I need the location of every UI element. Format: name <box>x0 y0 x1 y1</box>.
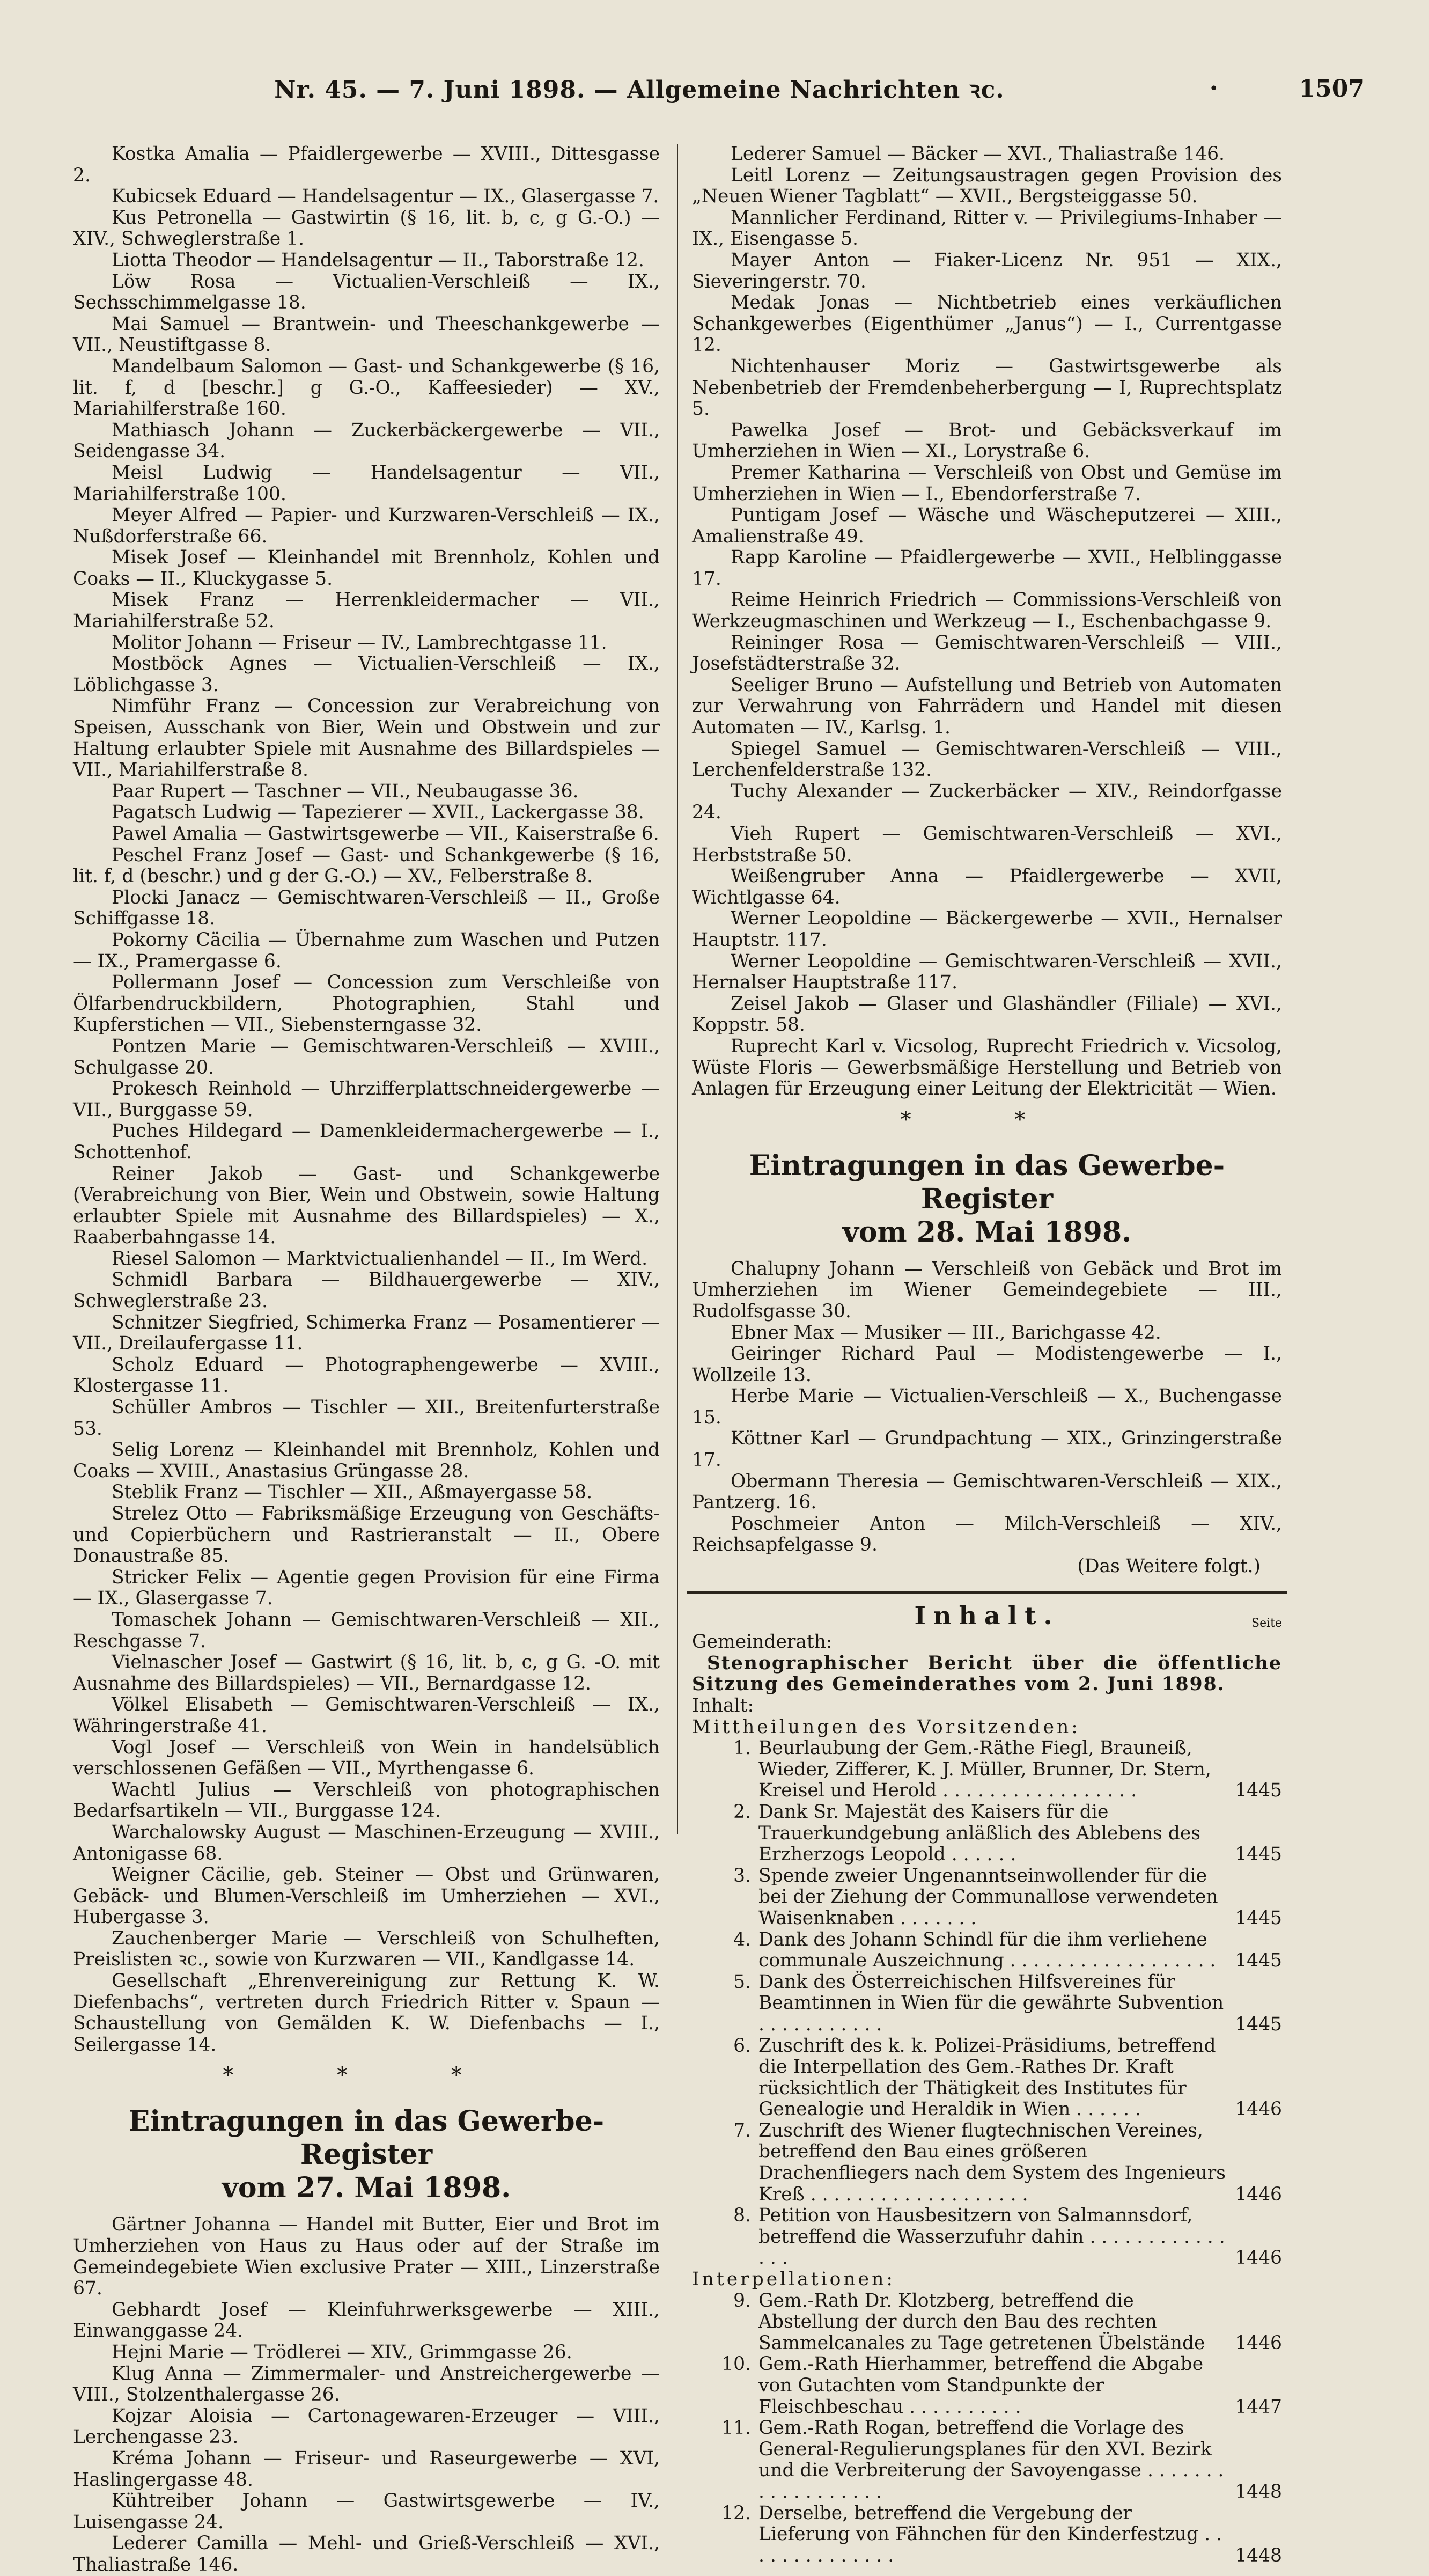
toc-report-title: Stenographischer Bericht über die öffentliche Sitzung des Gemeinderathes vom 2. Juni 1898. <box>692 1652 1282 1696</box>
register-entry: Kostka Amalia — Pfaidlergewerbe — XVIII., Dittesgasse 2. <box>73 143 660 186</box>
toc-heading <box>692 1601 1282 1630</box>
right-column <box>692 144 1282 2566</box>
register-entry: Chalupny Johann — Verschleiß von Gebäck und Brot im Umherziehen im Wiener Gemeindegebiete — III., Rudolfsgasse 30. <box>692 1258 1282 1322</box>
toc-item-page: 1445 <box>1235 1780 1282 1802</box>
toc-gemeinderath: Gemeinderath: <box>692 1631 833 1653</box>
register-entry: Werner Leopoldine — Bäckergewerbe — XVII., Hernalser Hauptstr. 117. <box>692 908 1282 951</box>
toc-item-text: Spende zweier Ungenanntseinwollender für die bei der Ziehung der Communallose verwendeten Waisenknaben . . . . . . . <box>758 1865 1218 1929</box>
register-entry: Pollermann Josef — Concession zum Verschleiße von Ölfarbendruckbildern, Photographien, Stahl und Kupferstichen — VII., Siebensterngasse 32. <box>73 972 660 1036</box>
page-header-title: Nr. 45. — 7. Juni 1898. — Allgemeine Nachrichten ꝛc. <box>274 76 1005 104</box>
toc-item-page: 1446 <box>1235 2332 1282 2354</box>
left-entry-list <box>73 144 660 2056</box>
table-of-contents <box>692 1601 1282 2567</box>
left-column <box>73 144 660 2576</box>
section-stars: * * <box>900 1107 1074 1132</box>
section-heading-line-2: vom 27. Mai 1898. <box>222 2171 511 2205</box>
register-entry: Vogl Josef — Verschleiß von Wein in handelsüblich verschlossenen Gefäßen — VII., Myrthengasse 6. <box>73 1736 660 1780</box>
toc-item <box>692 1929 1282 1972</box>
register-entry: Reininger Rosa — Gemischtwaren-Verschleiß — VIII., Josefstädterstraße 32. <box>692 632 1282 675</box>
register-entry: Kréma Johann — Friseur- und Raseurgewerbe — XVI, Haslingergasse 48. <box>73 2447 660 2491</box>
register-entry: Werner Leopoldine — Gemischtwaren-Verschleiß — XVII., Hernalser Hauptstraße 117. <box>692 950 1282 994</box>
toc-item-text: Derselbe, betreffend die Vergebung der Lieferung von Fähnchen für den Kinderfestzug . . . . . . . . . . . . . . <box>758 2502 1222 2566</box>
toc-item-page: 1445 <box>1235 1844 1282 1866</box>
toc-item-number: 6. <box>733 2035 751 2057</box>
register-entry: Lederer Samuel — Bäcker — XVI., Thaliastraße 146. <box>731 143 1225 165</box>
register-entry: Rapp Karoline — Pfaidlergewerbe — XVII., Helblinggasse 17. <box>692 547 1282 590</box>
toc-item <box>692 1972 1282 2036</box>
register-entry: Leitl Lorenz — Zeitungsaustragen gegen Provision des „Neuen Wiener Tagblatt“ — XVII., Bergsteiggasse 50. <box>692 164 1282 208</box>
register-entry: Pontzen Marie — Gemischtwaren-Verschleiß — XVIII., Schulgasse 20. <box>73 1035 660 1078</box>
continued-note: (Das Weitere folgt.) <box>1077 1555 1261 1577</box>
section-heading-line-2: vom 28. Mai 1898. <box>842 1215 1132 1249</box>
register-entry: Tuchy Alexander — Zuckerbäcker — XIV., Reindorfgasse 24. <box>692 780 1282 824</box>
register-entry: Seeliger Bruno — Aufstellung und Betrieb von Automaten zur Verwahrung von Fahrrädern und Handel mit diesen Automaten — IV., Karlsg. 1. <box>692 674 1282 739</box>
register-entry: Peschel Franz Josef — Gast- und Schankgewerbe (§ 16, lit. f, d (beschr.) und g der G.-O.) — XV., Felberstraße 8. <box>73 844 660 887</box>
register-entry: Riesel Salomon — Marktvictualienhandel — II., Im Werd. <box>112 1247 648 1269</box>
toc-inhalt-label: Inhalt: <box>692 1695 754 1716</box>
register-entry: Nichtenhauser Moriz — Gastwirtsgewerbe als Nebenbetrieb der Fremdenbeherbergung — I, Ruprechtsplatz 5. <box>692 355 1282 420</box>
toc-item-page: 1447 <box>1235 2396 1282 2418</box>
register-entry: Klug Anna — Zimmermaler- und Anstreichergewerbe — VIII., Stolzenthalergasse 26. <box>73 2362 660 2406</box>
register-entry: Gärtner Johanna — Handel mit Butter, Eier und Brot im Umherziehen von Haus zu Haus oder auf der Straße im Gemeindegebiete Wien exclusive Prater — XIII., Linzerstraße 67. <box>73 2214 660 2300</box>
register-entry: Tomaschek Johann — Gemischtwaren-Verschleiß — XII., Reschgasse 7. <box>73 1609 660 1652</box>
section-heading <box>73 2105 660 2205</box>
register-entry: Misek Franz — Herrenkleidermacher — VII., Mariahilferstraße 52. <box>73 589 660 633</box>
register-entry: Kühtreiber Johann — Gastwirtsgewerbe — IV., Luisengasse 24. <box>73 2490 660 2533</box>
register-entry: Plocki Janacz — Gemischtwaren-Verschleiß — II., Große Schiffgasse 18. <box>73 886 660 930</box>
register-entry: Hejni Marie — Trödlerei — XIV., Grimmgasse 26. <box>112 2342 572 2363</box>
toc-item <box>692 1802 1282 1866</box>
toc-item <box>692 2354 1282 2418</box>
toc-rule <box>687 1591 1287 1594</box>
register-entry: Vieh Rupert — Gemischtwaren-Verschleiß — XVI., Herbststraße 50. <box>692 823 1282 866</box>
toc-item-text: Gem.-Rath Rogan, betreffend die Vorlage des General-Regulierungsplanes für den XVI. Bezirk und die Verbreiterung der Savoyengasse . . . . . . . . . . . . . . . . . . <box>758 2417 1224 2502</box>
register-entry: Poschmeier Anton — Milch-Verschleiß — XIV., Reichsapfelgasse 9. <box>692 1513 1282 1556</box>
register-entry: Kojzar Aloisia — Cartonagewaren-Erzeuger — VIII., Lerchengasse 23. <box>73 2405 660 2448</box>
register-entry: Löw Rosa — Victualien-Verschleiß — IX., Sechsschimmelgasse 18. <box>73 270 660 314</box>
toc-item-number: 4. <box>733 1928 751 1950</box>
toc-item-number: 1. <box>733 1737 751 1759</box>
register-entry: Mayer Anton — Fiaker-Licenz Nr. 951 — XIX., Sieveringerstr. 70. <box>692 249 1282 292</box>
right-entry-list <box>692 144 1282 1100</box>
toc-item-page: 1445 <box>1235 1950 1282 1972</box>
register-entry: Reiner Jakob — Gast- und Schankgewerbe (Verabreichung von Bier, Wein und Obstwein, sowie Haltung erlaubter Spiele mit Ausnahme des Billardspieles) — X., Raaberbahngasse 14. <box>73 1163 660 1249</box>
toc-item-number: 2. <box>733 1801 751 1823</box>
left-section-entry-list <box>73 2214 660 2575</box>
toc-item-body <box>758 1802 1282 1866</box>
register-entry: Medak Jonas — Nichtbetrieb eines verkäuflichen Schankgewerbes (Eigenthümer „Janus“) — I., Currentgasse 12. <box>692 292 1282 356</box>
toc-item-page: 1448 <box>1235 2544 1282 2566</box>
register-entry: Schüller Ambros — Tischler — XII., Breitenfurterstraße 53. <box>73 1397 660 1440</box>
register-entry: Zeisel Jakob — Glaser und Glashändler (Filiale) — XVI., Koppstr. 58. <box>692 993 1282 1036</box>
column-divider <box>677 144 678 1834</box>
register-entry: Kus Petronella — Gastwirtin (§ 16, lit. b, c, g G.-O.) — XIV., Schweglerstraße 1. <box>73 207 660 250</box>
toc-item-text: Gem.-Rath Hierhammer, betreffend die Abgabe von Gutachten vom Standpunkte der Fleischbeschau . . . . . . . . . . <box>758 2353 1204 2418</box>
register-entry: Herbe Marie — Victualien-Verschleiß — X., Buchengasse 15. <box>692 1385 1282 1428</box>
header-dot: • <box>1209 79 1219 98</box>
toc-item <box>692 2205 1282 2269</box>
page-number: 1507 <box>1299 75 1365 102</box>
toc-item-number: 3. <box>733 1865 751 1887</box>
toc-item <box>692 2120 1282 2205</box>
register-entry: Zauchenberger Marie — Verschleiß von Schulheften, Preislisten ꝛc., sowie von Kurzwaren — VII., Kandlgasse 14. <box>73 1927 660 1971</box>
toc-item-number: 12. <box>721 2502 751 2524</box>
register-entry: Schmidl Barbara — Bildhauergewerbe — XIV., Schweglerstraße 23. <box>73 1269 660 1312</box>
toc-item-text: Dank des Österreichischen Hilfsvereines für Beamtinnen in Wien für die gewährte Subvention . . . . . . . . . . . <box>758 1971 1224 2035</box>
toc-item-text: Petition von Hausbesitzern von Salmannsdorf, betreffend die Wasserzufuhr dahin . . . . . . . . . . . . . . . <box>758 2205 1225 2269</box>
toc-item-page: 1448 <box>1235 2480 1282 2502</box>
register-entry: Mannlicher Ferdinand, Ritter v. — Privilegiums-Inhaber — IX., Eisengasse 5. <box>692 207 1282 250</box>
toc-item-body <box>758 1972 1282 2036</box>
register-entry: Wachtl Julius — Verschleiß von photographischen Bedarfsartikeln — VII., Burggasse 124. <box>73 1779 660 1822</box>
section-heading-line-1: Eintragungen in das Gewerbe-Register <box>749 1149 1225 1215</box>
toc-item-page: 1446 <box>1235 2098 1282 2120</box>
register-entry: Nimführ Franz — Concession zur Verabreichung von Speisen, Ausschank von Bier, Wein und Obstwein und zur Haltung erlaubter Spiele mit Ausnahme des Billardspieles — VII., Mariahilferstraße 8. <box>73 695 660 781</box>
toc-item-number: 9. <box>733 2289 751 2311</box>
toc-item-text: Gem.-Rath Dr. Klotzberg, betreffend die Abstellung der durch den Bau des rechten Sammelcanales zu Tage getretenen Übelstände <box>758 2289 1205 2354</box>
toc-item-text: Zuschrift des k. k. Polizei-Präsidiums, betreffend die Interpellation des Gem.-Rathes Dr. Kraft rücksichtlich der Thätigkeit des Institutes für Genealogie und Heraldik in Wien . . . . . . <box>758 2035 1216 2120</box>
toc-item-list-2 <box>692 2291 1282 2567</box>
toc-item-list <box>692 1738 1282 2269</box>
register-entry: Schnitzer Siegfried, Schimerka Franz — Posamentierer — VII., Dreilaufergasse 11. <box>73 1311 660 1355</box>
register-entry: Weigner Cäcilie, geb. Steiner — Obst und Grünwaren, Gebäck- und Blumen-Verschleiß im Umherziehen — XVI., Hubergasse 3. <box>73 1864 660 1928</box>
toc-item-number: 11. <box>721 2417 751 2439</box>
toc-item-text: Zuschrift des Wiener flugtechnischen Vereines, betreffend den Bau eines größeren Drachenfliegers nach dem System des Ingenieurs Kreß . . . . . . . . . . . . . . . . . . . <box>758 2119 1226 2205</box>
register-entry: Lederer Camilla — Mehl- und Grieß-Verschleiß — XVI., Thaliastraße 146. <box>73 2533 660 2575</box>
register-entry: Weißengruber Anna — Pfaidlergewerbe — XVII, Wichtlgasse 64. <box>692 865 1282 908</box>
register-entry: Völkel Elisabeth — Gemischtwaren-Verschleiß — IX., Währingerstraße 41. <box>73 1694 660 1737</box>
register-entry: Steblik Franz — Tischler — XII., Aßmayergasse 58. <box>112 1481 593 1503</box>
toc-item <box>692 1866 1282 1929</box>
register-entry: Warchalowsky August — Maschinen-Erzeugung — XVIII., Antonigasse 68. <box>73 1821 660 1865</box>
toc-item-body <box>758 1929 1282 1972</box>
register-entry: Scholz Eduard — Photographengewerbe — XVIII., Klostergasse 11. <box>73 1354 660 1397</box>
register-entry: Mai Samuel — Brantwein- und Theeschankgewerbe — VII., Neustiftgasse 8. <box>73 313 660 356</box>
register-entry: Mandelbaum Salomon — Gast- und Schankgewerbe (§ 16, lit. f, d [beschr.] g G.-O., Kaffeesieder) — XV., Mariahilferstraße 160. <box>73 355 660 420</box>
register-entry: Köttner Karl — Grundpachtung — XIX., Grinzingerstraße 17. <box>692 1428 1282 1471</box>
toc-item-body <box>758 2503 1282 2567</box>
toc-item-body <box>758 2291 1282 2354</box>
toc-item-page: 1446 <box>1235 2183 1282 2205</box>
register-entry: Gebhardt Josef — Kleinfuhrwerksgewerbe — XIII., Einwanggasse 24. <box>73 2299 660 2342</box>
register-entry: Prokesch Reinhold — Uhrzifferplattschneidergewerbe — VII., Burggasse 59. <box>73 1078 660 1121</box>
register-entry: Mostböck Agnes — Victualien-Verschleiß — IX., Löblichgasse 3. <box>73 653 660 696</box>
toc-mittheilungen-label: Mittheilungen des Vorsitzenden: <box>692 1716 1080 1738</box>
register-entry: Puches Hildegard — Damenkleidermachergewerbe — I., Schottenhof. <box>73 1120 660 1163</box>
toc-item-body <box>758 2036 1282 2120</box>
register-entry: Mathiasch Johann — Zuckerbäckergewerbe — VII., Seidengasse 34. <box>73 419 660 463</box>
toc-item-page: 1446 <box>1235 2247 1282 2269</box>
register-entry: Pokorny Cäcilia — Übernahme zum Waschen und Putzen — IX., Pramergasse 6. <box>73 929 660 972</box>
toc-item-number: 5. <box>733 1971 751 1993</box>
header-rule <box>70 113 1365 114</box>
toc-item-page: 1445 <box>1235 1907 1282 1929</box>
register-entry: Vielnascher Josef — Gastwirt (§ 16, lit. b, c, g G. -O. mit Ausnahme des Billardspieles) — VII., Bernardgasse 12. <box>73 1652 660 1694</box>
register-entry: Reime Heinrich Friedrich — Commissions-Verschleiß von Werkzeugmaschinen und Werkzeug — I., Eschenbachgasse 9. <box>692 589 1282 633</box>
toc-item-body <box>758 2418 1282 2502</box>
toc-item-number: 8. <box>733 2205 751 2227</box>
register-entry: Meyer Alfred — Papier- und Kurzwaren-Verschleiß — IX., Nußdorferstraße 66. <box>73 504 660 547</box>
register-entry: Liotta Theodor — Handelsagentur — II., Taborstraße 12. <box>112 249 644 271</box>
register-entry: Strelez Otto — Fabriksmäßige Erzeugung von Geschäfts- und Copierbüchern und Rastrieranstalt — II., Obere Donaustraße 85. <box>73 1503 660 1567</box>
toc-item-body <box>758 2205 1282 2269</box>
toc-item-body <box>758 2120 1282 2205</box>
toc-item-number: 7. <box>733 2119 751 2141</box>
toc-item <box>692 2503 1282 2567</box>
toc-item-number: 10. <box>721 2353 751 2375</box>
register-entry: Premer Katharina — Verschleiß von Obst und Gemüse im Umherziehen in Wien — I., Ebendorferstraße 7. <box>692 461 1282 505</box>
register-entry: Ebner Max — Musiker — III., Barichgasse 42. <box>731 1322 1161 1344</box>
toc-page-label: Seite <box>1251 1616 1282 1630</box>
register-entry: Pagatsch Ludwig — Tapezierer — XVII., Lackergasse 38. <box>112 802 644 824</box>
register-entry: Paar Rupert — Taschner — VII., Neubaugasse 36. <box>112 780 579 802</box>
register-entry: Stricker Felix — Agentie gegen Provision für eine Firma — IX., Glasergasse 7. <box>73 1566 660 1610</box>
toc-item <box>692 2291 1282 2354</box>
toc-item-body <box>758 1738 1282 1802</box>
register-entry: Geiringer Richard Paul — Modistengewerbe — I., Wollzeile 13. <box>692 1343 1282 1386</box>
toc-item-text: Beurlaubung der Gem.-Räthe Fiegl, Brauneiß, Wieder, Zifferer, K. J. Müller, Brunner, Dr. Stern, Kreisel und Herold . . . . . . . . . . . . . . . . . <box>758 1737 1211 1802</box>
toc-item-page: 1445 <box>1235 2013 1282 2035</box>
register-entry: Selig Lorenz — Kleinhandel mit Brennholz, Kohlen und Coaks — XVIII., Anastasius Grüngasse 28. <box>73 1439 660 1482</box>
register-entry: Ruprecht Karl v. Vicsolog, Ruprecht Friedrich v. Vicsolog, Wüste Floris — Gewerbsmäßige Herstellung und Betrieb von Anlagen für Erzeugung einer Leitung der Elektricität — Wien. <box>692 1035 1282 1100</box>
register-entry: Pawel Amalia — Gastwirtsgewerbe — VII., Kaiserstraße 6. <box>112 823 659 845</box>
register-entry: Misek Josef — Kleinhandel mit Brennholz, Kohlen und Coaks — II., Kluckygasse 5. <box>73 547 660 590</box>
register-entry: Pawelka Josef — Brot- und Gebäcksverkauf im Umherziehen in Wien — XI., Lorystraße 6. <box>692 419 1282 463</box>
register-entry: Molitor Johann — Friseur — IV., Lambrechtgasse 11. <box>112 632 607 654</box>
section-heading <box>692 1149 1282 1249</box>
register-entry: Kubicsek Eduard — Handelsagentur — IX., Glasergasse 7. <box>112 186 659 208</box>
toc-interpellationen-label: Interpellationen: <box>692 2269 895 2291</box>
register-entry: Puntigam Josef — Wäsche und Wäscheputzerei — XIII., Amalienstraße 49. <box>692 504 1282 547</box>
register-entry: Spiegel Samuel — Gemischtwaren-Verschleiß — VIII., Lerchenfelderstraße 132. <box>692 738 1282 781</box>
register-entry: Gesellschaft „Ehrenvereinigung zur Rettung K. W. Diefenbachs“, vertreten durch Friedrich Ritter v. Spaun — Schaustellung von Gemälden K. W. Diefenbachs — I., Seilergasse 14. <box>73 1970 660 2056</box>
register-entry: Obermann Theresia — Gemischtwaren-Verschleiß — XIX., Pantzerg. 16. <box>692 1470 1282 1514</box>
toc-title: Inhalt. <box>914 1601 1060 1630</box>
toc-item <box>692 2036 1282 2120</box>
toc-item-body <box>758 1866 1282 1929</box>
toc-item <box>692 2418 1282 2502</box>
right-section-entry-list <box>692 1259 1282 1556</box>
section-stars: * * * <box>223 2063 510 2088</box>
toc-item-text: Dank des Johann Schindl für die ihm verliehene communale Auszeichnung . . . . . . . . . . . . . . . . . . <box>758 1928 1216 1972</box>
section-heading-line-1: Eintragungen in das Gewerbe-Register <box>128 2105 605 2171</box>
page-header <box>70 70 1365 107</box>
toc-item-text: Dank Sr. Majestät des Kaisers für die Trauerkundgebung anläßlich des Ablebens des Erzherzogs Leopold . . . . . . <box>758 1801 1200 1866</box>
register-entry: Meisl Ludwig — Handelsagentur — VII., Mariahilferstraße 100. <box>73 461 660 505</box>
toc-item <box>692 1738 1282 1802</box>
toc-item-body <box>758 2354 1282 2418</box>
